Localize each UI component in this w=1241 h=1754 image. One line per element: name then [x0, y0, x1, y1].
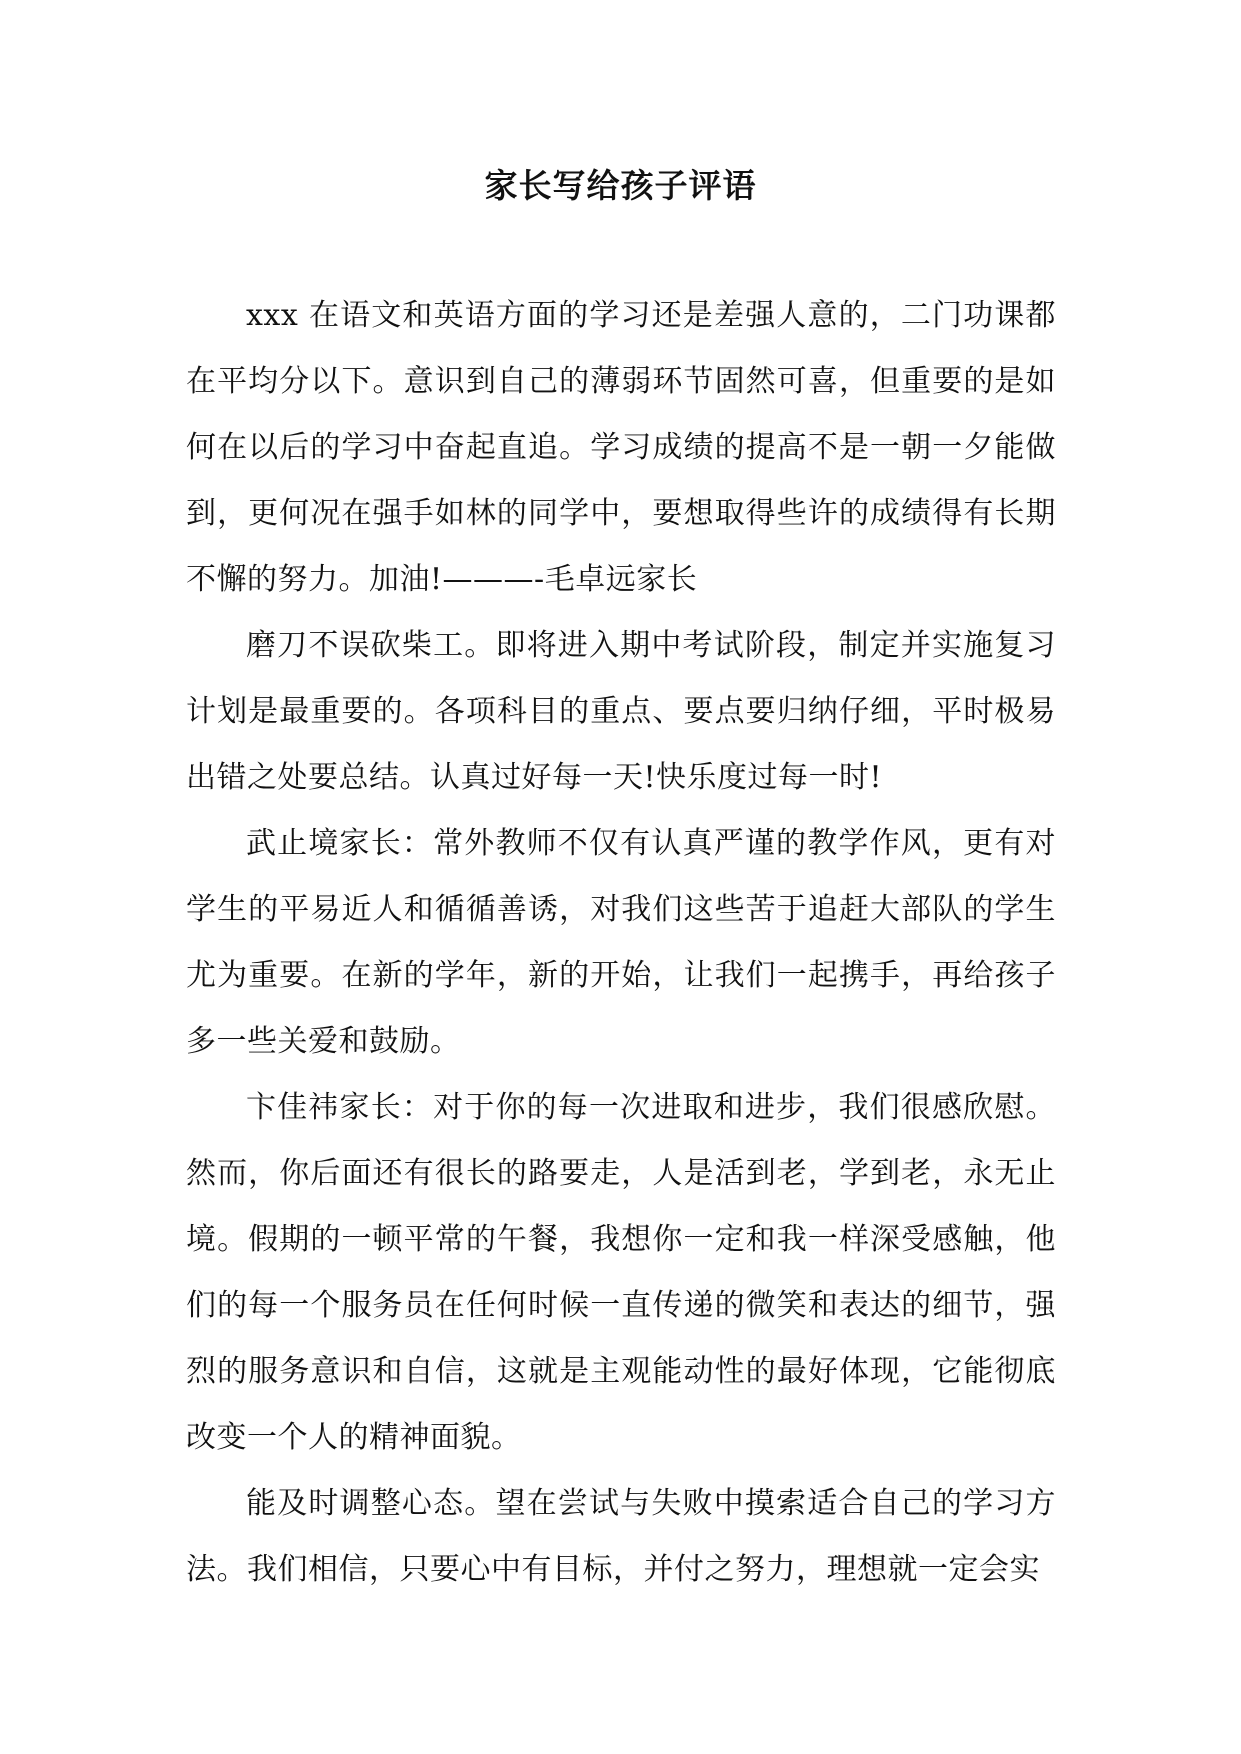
document-title: 家长写给孩子评语 — [484, 166, 757, 205]
paragraph-1: xxx 在语文和英语方面的学习还是差强人意的，二门功课都在平均分以下。意识到自己的薄弱环节固然可喜，但重要的是如何在以后的学习中奋起直追。学习成绩的提高不是一朝一夕能做到，更何况在强手如林的同学中，要想取得些许的成绩得有长期不懈的努力。加油!———-毛卓远家长 — [186, 298, 1056, 597]
paragraph-4: 卞佳祎家长：对于你的每一次进取和进步，我们很感欣慰。然而，你后面还有很长的路要走，人是活到老，学到老，永无止境。假期的一顿平常的午餐，我想你一定和我一样深受感触，他们的每一个服务员在任何时候一直传递的微笑和表达的细节，强烈的服务意识和自信，这就是主观能动性的最好体现，它能彻底改变一个人的精神面貌。 — [186, 1090, 1056, 1455]
document-body — [186, 283, 1056, 1603]
paragraph-5: 能及时调整心态。望在尝试与失败中摸索适合自己的学习方法。我们相信，只要心中有目标，并付之努力，理想就一定会实 — [186, 1486, 1056, 1587]
paragraph-2: 磨刀不误砍柴工。即将进入期中考试阶段，制定并实施复习计划是最重要的。各项科目的重点、要点要归纳仔细，平时极易出错之处要总结。认真过好每一天!快乐度过每一时! — [186, 628, 1056, 795]
paragraph-3: 武止境家长：常外教师不仅有认真严谨的教学作风，更有对学生的平易近人和循循善诱，对我们这些苦于追赶大部队的学生尤为重要。在新的学年，新的开始，让我们一起携手，再给孩子多一些关爱和鼓励。 — [186, 826, 1056, 1059]
